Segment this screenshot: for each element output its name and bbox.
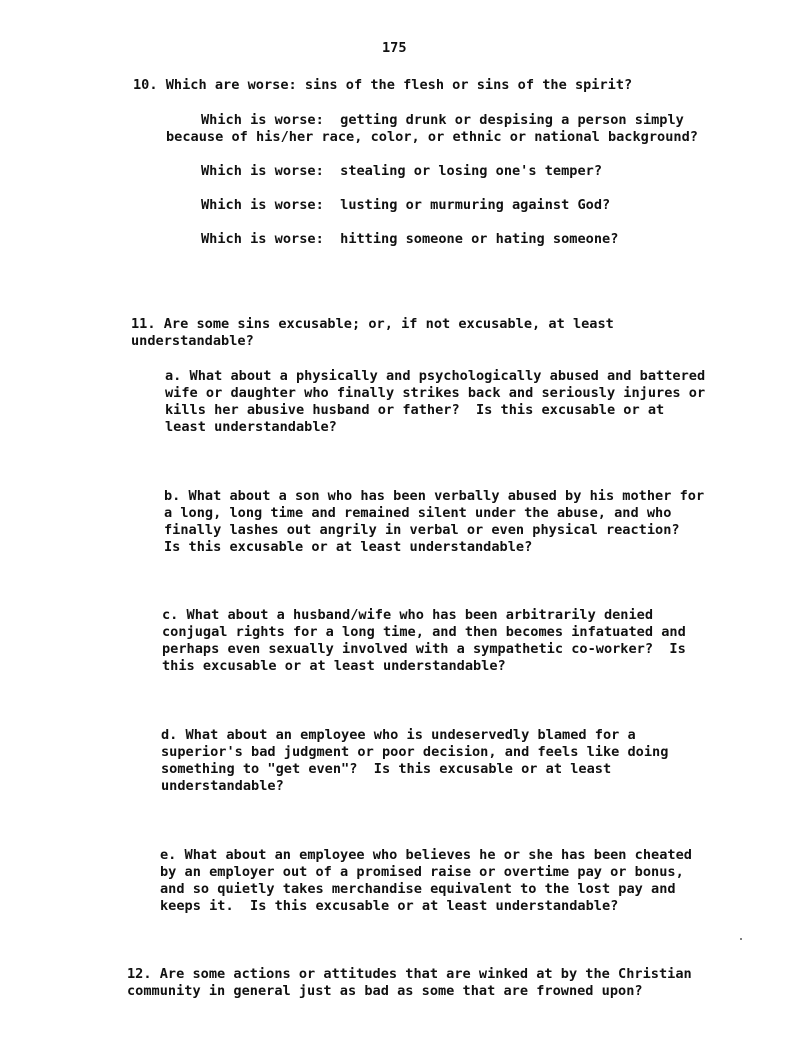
question-11d-line: superior's bad judgment or poor decision, and feels like doing <box>161 744 669 760</box>
question-12-heading <box>127 966 692 1000</box>
question-10-sub1-line2: because of his/her race, color, or ethnic or national background? <box>166 129 698 145</box>
question-11b-line: a long, long time and remained silent under the abuse, and who <box>164 505 672 521</box>
question-11a <box>165 368 705 436</box>
question-11d-line: d. What about an employee who is undeservedly blamed for a <box>161 727 636 743</box>
question-11a-line: kills her abusive husband or father? Is this excusable or at <box>165 402 665 418</box>
question-12-heading-line: 12. Are some actions or attitudes that are winked at by the Christian <box>127 966 692 982</box>
page-number: 175 <box>382 40 407 56</box>
question-11c-line: perhaps even sexually involved with a sympathetic co-worker? Is <box>162 641 686 657</box>
question-11-heading-line: 11. Are some sins excusable; or, if not excusable, at least <box>131 316 614 332</box>
question-11a-line: a. What about a physically and psychologically abused and battered <box>165 368 706 384</box>
question-11e-line: keeps it. Is this excusable or at least understandable? <box>160 898 619 914</box>
question-11a-line: least understandable? <box>165 419 337 435</box>
question-11-heading-line: understandable? <box>131 333 254 349</box>
question-11c-line: c. What about a husband/wife who has been arbitrarily denied <box>162 607 654 623</box>
question-11b-line: Is this excusable or at least understandable? <box>164 539 533 555</box>
scan-speck <box>740 938 742 940</box>
question-11-heading <box>131 316 614 350</box>
question-11e-line: by an employer out of a promised raise or overtime pay or bonus, <box>160 864 684 880</box>
question-10-sub2: Which is worse: stealing or losing one's temper? <box>201 163 603 179</box>
question-11e-line: and so quietly takes merchandise equivalent to the lost pay and <box>160 881 676 897</box>
question-10-sub4: Which is worse: hitting someone or hating someone? <box>201 231 619 247</box>
question-10-sub1-line1: Which is worse: getting drunk or despising a person simply <box>201 112 684 128</box>
question-11d-line: understandable? <box>161 778 284 794</box>
question-11a-line: wife or daughter who finally strikes back and seriously injures or <box>165 385 706 401</box>
question-11b <box>164 488 704 556</box>
question-12-heading-line: community in general just as bad as some that are frowned upon? <box>127 983 643 999</box>
question-11c-line: this excusable or at least understandable? <box>162 658 506 674</box>
question-10-sub3: Which is worse: lusting or murmuring against God? <box>201 197 611 213</box>
question-11e-line: e. What about an employee who believes he or she has been cheated <box>160 847 692 863</box>
question-10-heading: 10. Which are worse: sins of the flesh or sins of the spirit? <box>133 77 633 93</box>
question-11d <box>161 727 668 795</box>
question-11d-line: something to "get even"? Is this excusable or at least <box>161 761 612 777</box>
question-11b-line: b. What about a son who has been verbally abused by his mother for <box>164 488 705 504</box>
question-11c-line: conjugal rights for a long time, and then becomes infatuated and <box>162 624 686 640</box>
question-11b-line: finally lashes out angrily in verbal or even physical reaction? <box>164 522 680 538</box>
question-11e <box>160 847 692 915</box>
question-11c <box>162 607 686 675</box>
